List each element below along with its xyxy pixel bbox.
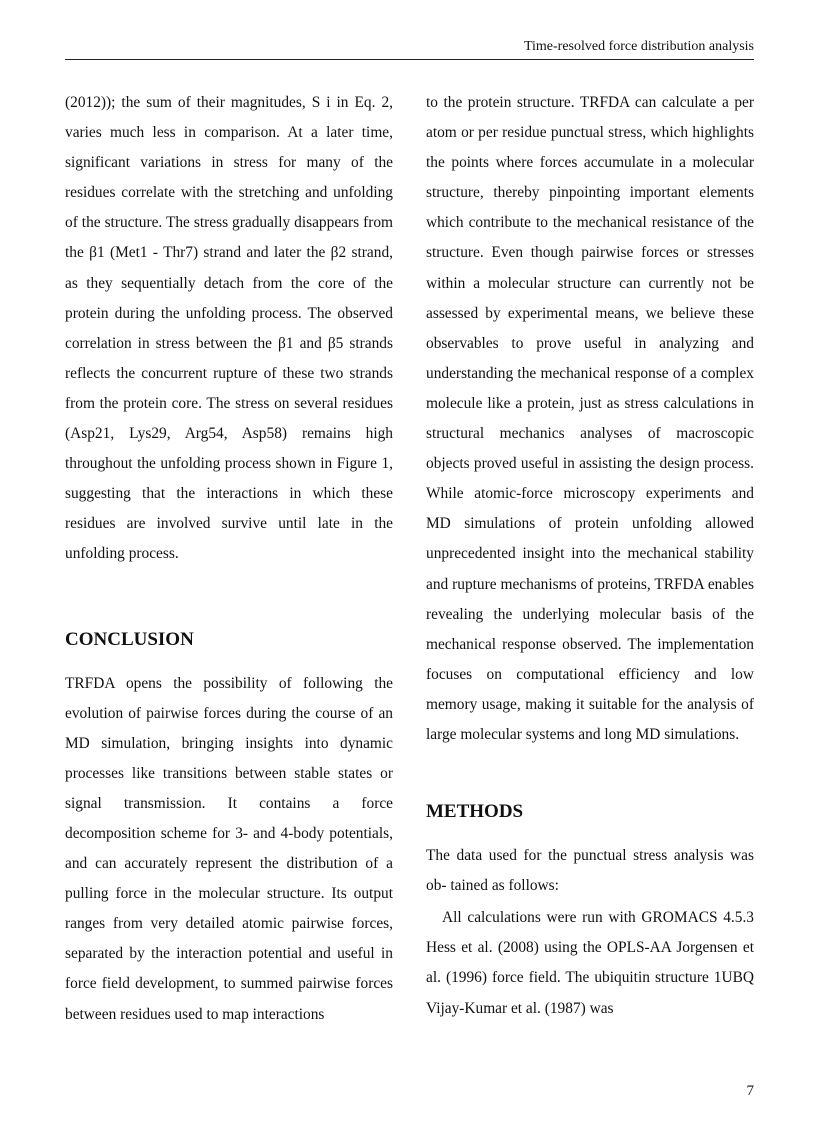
- right-paragraph-discussion: to the protein structure. TRFDA can calculate a per atom or per residue punctual stress, which highlights the points where forces accumulate in a molecular structure, thereby pinpointing important elements which contribute to the mechanical resistance of the structure. Even though pairwise forces or stresses within a molecular structure can currently not be assessed by experimental means, we believe these observables to prove useful in analyzing and understanding the mechanical response of a complex molecule like a protein, just as stress calculations in structural mechanics analyses of macroscopic objects proved useful in assisting the design process. While atomic-force microscopy experiments and MD simulations of protein unfolding allowed unprecedented insight into the mechanical stability and rupture mechanisms of proteins, TRFDA enables revealing the underlying molecular basis of the mechanical response observed. The implementation focuses on computational efficiency and low memory usage, making it suitable for the analysis of large molecular systems and long MD simulations.: [426, 94, 754, 743]
- methods-paragraph-2: All calculations were run with GROMACS 4.5.3 Hess et al. (2008) using the OPLS-AA Jorgensen et al. (1996) force field. The ubiquitin structure 1UBQ Vijay-Kumar et al. (1987) was: [426, 909, 754, 1017]
- left-paragraph-results: (2012)); the sum of their magnitudes, S i in Eq. 2, varies much less in comparison. At a later time, significant variations in stress for many of the residues correlate with the stretching and unfolding of the structure. The stress gradually disappears from the β1 (Met1 - Thr7) strand and later the β2 strand, as they sequentially detach from the core of the protein during the unfolding process. The observed correlation in stress between the β1 and β5 strands reflects the concurrent rupture of these two strands from the protein core. The stress on several residues (Asp21, Lys29, Arg54, Asp58) remains high throughout the unfolding process shown in Figure 1, suggesting that the interactions in which these residues are involved survive until late in the unfolding process.: [65, 94, 393, 563]
- conclusion-paragraph: TRFDA opens the possibility of following the evolution of pairwise forces during the course of an MD simulation, bringing insights into dynamic processes like transitions between stable states or signal transmission. It contains a force decomposition scheme for 3- and 4-body potentials, and can accurately represent the distribution of a pulling force in the molecular structure. Its output ranges from very detailed atomic pairwise forces, separated by the interaction potential and useful in force field development, to summed pairwise forces between residues used to map interactions: [65, 674, 393, 1023]
- page-number: 7: [746, 1083, 754, 1099]
- right-column: [426, 88, 754, 1024]
- conclusion-heading: CONCLUSION: [65, 628, 194, 650]
- methods-paragraph-1: The data used for the punctual stress analysis was ob- tained as follows:: [426, 847, 754, 895]
- header-rule: [65, 59, 754, 60]
- methods-heading: METHODS: [426, 801, 524, 823]
- left-column: [65, 88, 393, 1030]
- running-head-title: Time-resolved force distribution analysis: [523, 39, 754, 54]
